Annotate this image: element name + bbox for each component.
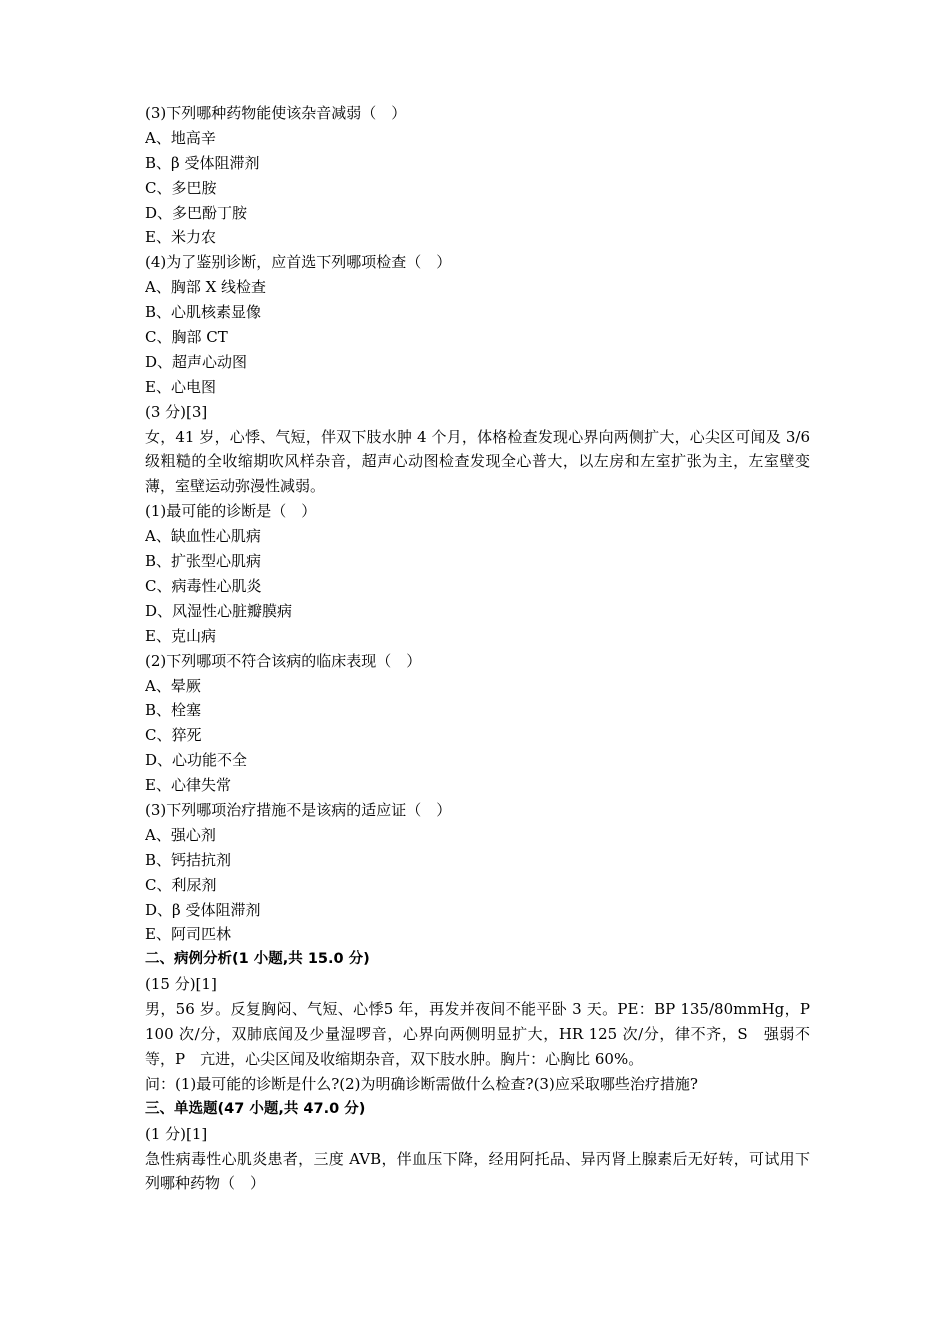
question-stem: (3)下列哪项治疗措施不是该病的适应证（ ） bbox=[145, 800, 452, 819]
question-score: (15 分)[1] bbox=[145, 975, 217, 994]
question-stem: (1)最可能的诊断是（ ） bbox=[145, 502, 317, 521]
question-score: (3 分)[3] bbox=[145, 402, 208, 421]
question-stem: (4)为了鉴别诊断，应首选下列哪项检查（ ） bbox=[145, 253, 452, 272]
section-heading: 三、单选题(47 小题,共 47.0 分) bbox=[145, 1100, 366, 1117]
question-stem: (2)下列哪项不符合该病的临床表现（ ） bbox=[145, 651, 422, 670]
option-b: B、栓塞 bbox=[145, 701, 202, 720]
question-score: (1 分)[1] bbox=[145, 1124, 208, 1143]
option-a: A、缺血性心肌病 bbox=[145, 527, 261, 546]
option-b: B、扩张型心肌病 bbox=[145, 552, 262, 571]
option-a: A、强心剂 bbox=[145, 825, 216, 844]
section-heading: 二、病例分析(1 小题,共 15.0 分) bbox=[145, 951, 370, 968]
option-d: D、超声心动图 bbox=[145, 352, 248, 371]
option-c: C、利尿剂 bbox=[145, 875, 217, 894]
option-c: C、猝死 bbox=[145, 726, 202, 745]
case-description: 女，41 岁，心悸、气短，伴双下肢水肿 4 个月，体格检查发现心界向两侧扩大，心尖区可闻及 3/6 级粗糙的全收缩期吹风样杂音，超声心动图检查发现全心普大，以左房和左室扩张为主，左室壁变薄，室壁运动弥漫性减弱。 bbox=[145, 427, 810, 496]
option-a: A、胸部 X 线检查 bbox=[145, 278, 267, 297]
option-d: D、心功能不全 bbox=[145, 751, 248, 770]
document-content bbox=[145, 101, 810, 1196]
option-a: A、晕厥 bbox=[145, 676, 201, 695]
case-description: 男，56 岁。反复胸闷、气短、心悸5 年，再发并夜间不能平卧 3 天。PE：BP 135/80mmHg，P 100 次/分，双肺底闻及少量湿啰音，心界向两侧明显扩大，HR 125 次/分，律不齐，S 强弱不等，P 亢进，心尖区闻及收缩期杂音，双下肢水肿。胸片：心胸比 60%。 bbox=[145, 1000, 810, 1068]
option-b: B、β 受体阻滞剂 bbox=[145, 153, 260, 172]
question-text: 急性病毒性心肌炎患者，三度 AVB，伴血压下降，经用阿托品、异丙肾上腺素后无好转，可试用下列哪种药物（ ） bbox=[145, 1149, 810, 1193]
option-e: E、阿司匹林 bbox=[145, 925, 231, 944]
option-a: A、地高辛 bbox=[145, 128, 216, 147]
option-e: E、心电图 bbox=[145, 377, 216, 396]
option-e: E、心律失常 bbox=[145, 776, 231, 795]
option-d: D、β 受体阻滞剂 bbox=[145, 900, 261, 919]
question-stem: (3)下列哪种药物能使该杂音减弱（ ） bbox=[145, 104, 407, 122]
option-d: D、风湿性心脏瓣膜病 bbox=[145, 601, 293, 620]
option-c: C、病毒性心肌炎 bbox=[145, 576, 262, 595]
option-c: C、多巴胺 bbox=[145, 178, 217, 197]
option-e: E、克山病 bbox=[145, 626, 216, 645]
case-question: 问：(1)最可能的诊断是什么?(2)为明确诊断需做什么检查?(3)应采取哪些治疗措施? bbox=[145, 1074, 698, 1093]
option-b: B、钙拮抗剂 bbox=[145, 850, 232, 869]
option-e: E、米力农 bbox=[145, 228, 216, 247]
option-c: C、胸部 CT bbox=[145, 328, 228, 347]
option-b: B、心肌核素显像 bbox=[145, 303, 262, 322]
option-d: D、多巴酚丁胺 bbox=[145, 203, 248, 222]
